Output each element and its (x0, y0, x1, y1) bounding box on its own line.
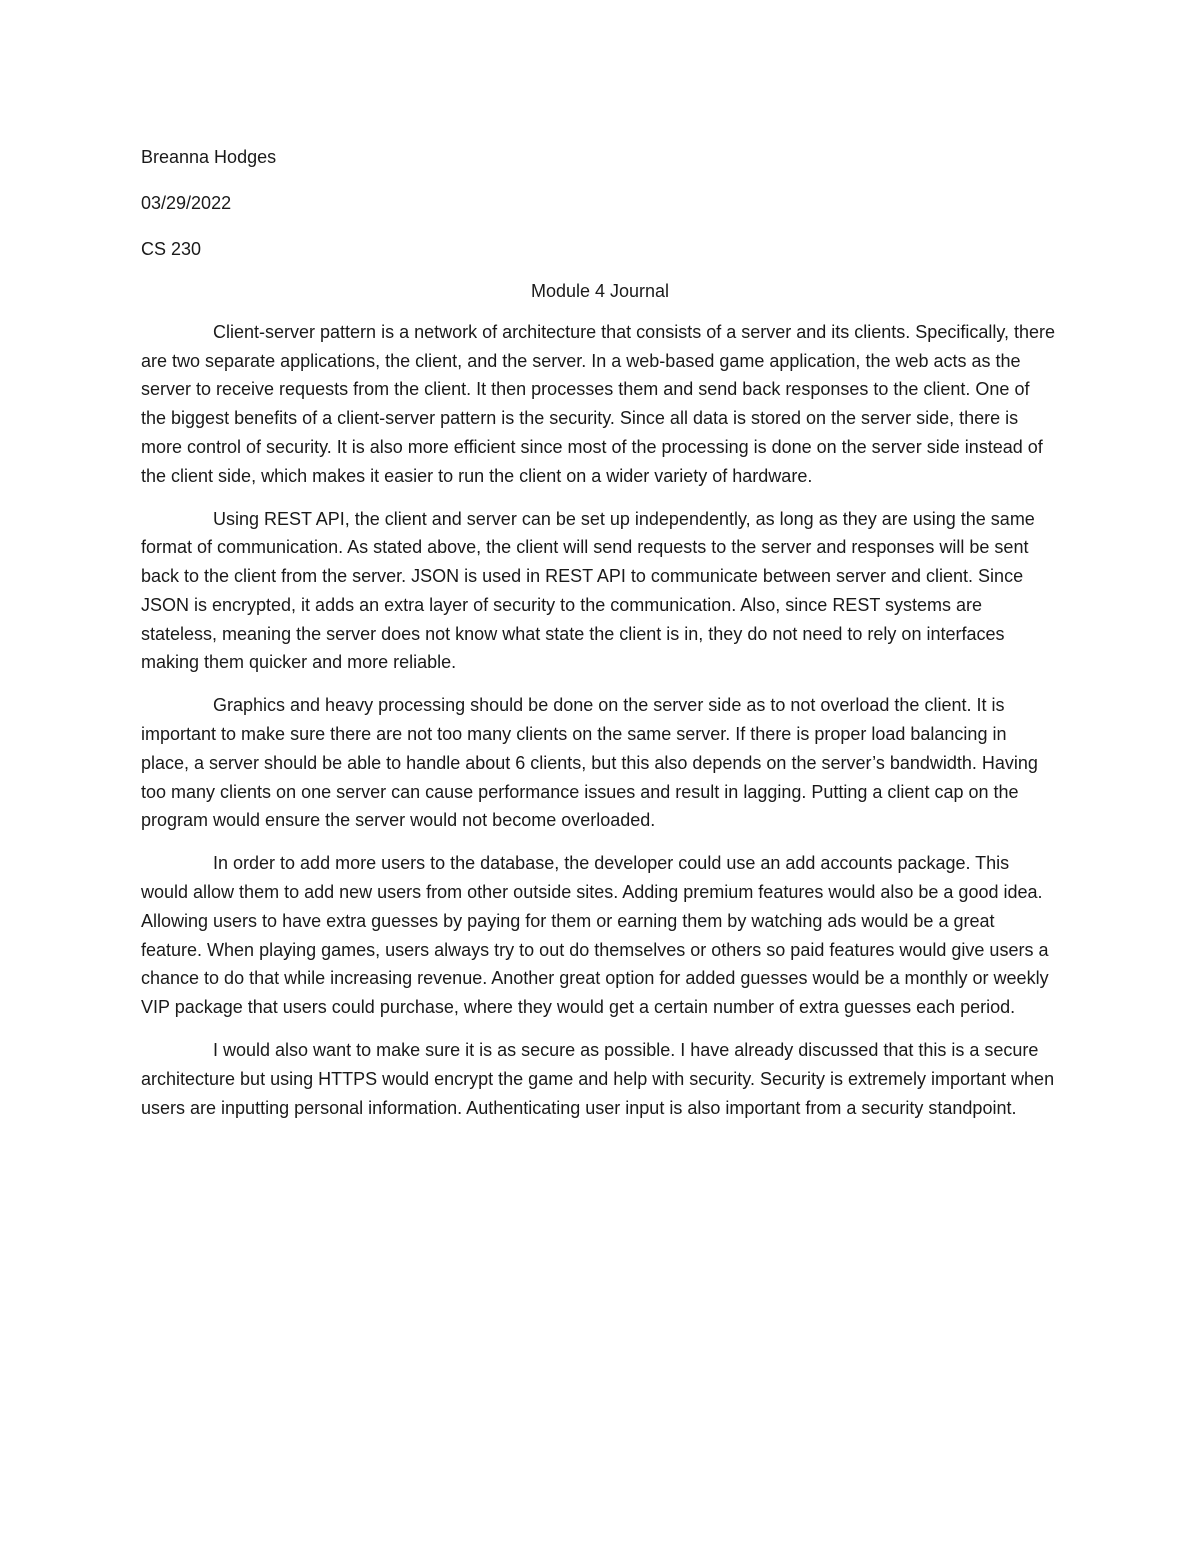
paragraph-rest-api: Using REST API, the client and server can be set up independently, as long as they are using the same format of communication. As stated above, the client will send requests to the server and responses will be sent back to the client from the server. JSON is used in REST API to communicate between server and client. Since JSON is encrypted, it adds an extra layer of security to the communication. Also, since REST systems are stateless, meaning the server does not know what state the client is in, they do not need to rely on interfaces making them quicker and more reliable. (141, 508, 1035, 673)
document-date: 03/29/2022 (141, 193, 232, 213)
document-header (141, 143, 1059, 281)
paragraph-security: I would also want to make sure it is as secure as possible. I have already discussed that this is a secure architecture but using HTTPS would encrypt the game and help with security. Security is extremely important when users are inputting personal information. Authenticating user input is also important from a security standpoint. (141, 1040, 1055, 1118)
document-title: Module 4 Journal (530, 281, 670, 301)
paragraph-graphics-processing: Graphics and heavy processing should be done on the server side as to not overload the client. It is important to make sure there are not too many clients on the same server. If there is proper load balancing in place, a server should be able to handle about 6 clients, but this also depends on the server’s bandwidth. Having too many clients on one server can cause performance issues and result in lagging. Putting a client cap on the program would ensure the server would not become overloaded. (141, 695, 1038, 831)
paragraph-add-users: In order to add more users to the database, the developer could use an add accounts package. This would allow them to add new users from other outside sites. Adding premium features would also be a good idea. Allowing users to have extra guesses by paying for them or earning them by watching ads would be a great feature. When playing games, users always try to out do themselves or others so paid features would give users a chance to do that while increasing revenue. Another great option for added guesses would be a monthly or weekly VIP package that users could purchase, where they would get a certain number of extra guesses each period. (141, 853, 1049, 1017)
course-code: CS 230 (141, 239, 202, 259)
author-name: Breanna Hodges (141, 147, 277, 167)
document-body (141, 318, 1059, 1137)
paragraph-client-server: Client-server pattern is a network of architecture that consists of a server and its clients. Specifically, there are two separate applications, the client, and the server. In a web-based game application, the web acts as the server to receive requests from the client. It then processes them and send back responses to the client. One of the biggest benefits of a client-server pattern is the security. Since all data is stored on the server side, there is more control of security. It is also more efficient since most of the processing is done on the server side instead of the client side, which makes it easier to run the client on a wider variety of hardware. (141, 322, 1056, 486)
